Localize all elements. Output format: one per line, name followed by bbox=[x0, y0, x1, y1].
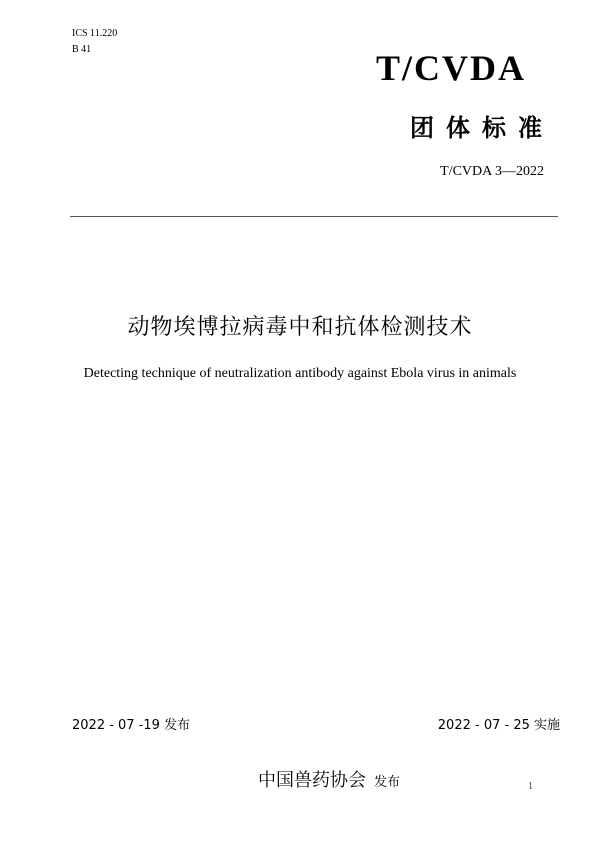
standard-brand-code: T/CVDA bbox=[375, 48, 526, 88]
page-title-english: Detecting technique of neutralization antibody against Ebola virus in animals bbox=[83, 366, 517, 381]
issue-date: 2022 - 07 -19 发布 bbox=[72, 718, 191, 733]
standard-number: T/CVDA 3—2022 bbox=[440, 164, 544, 179]
publish-action: 发布 bbox=[374, 775, 401, 790]
implementation-date: 2022 - 07 - 25 实施 bbox=[437, 718, 560, 733]
page-number: 1 bbox=[528, 781, 533, 792]
page-title-chinese: 动物埃博拉病毒中和抗体检测技术 bbox=[127, 315, 473, 340]
header-divider bbox=[70, 216, 558, 217]
ccs-code: B 41 bbox=[72, 44, 92, 55]
ics-code: ICS 11.220 bbox=[72, 28, 118, 39]
publisher-line bbox=[258, 770, 400, 794]
document-type: 团体标准 bbox=[410, 114, 554, 142]
publisher-name: 中国兽药协会 bbox=[258, 770, 366, 791]
